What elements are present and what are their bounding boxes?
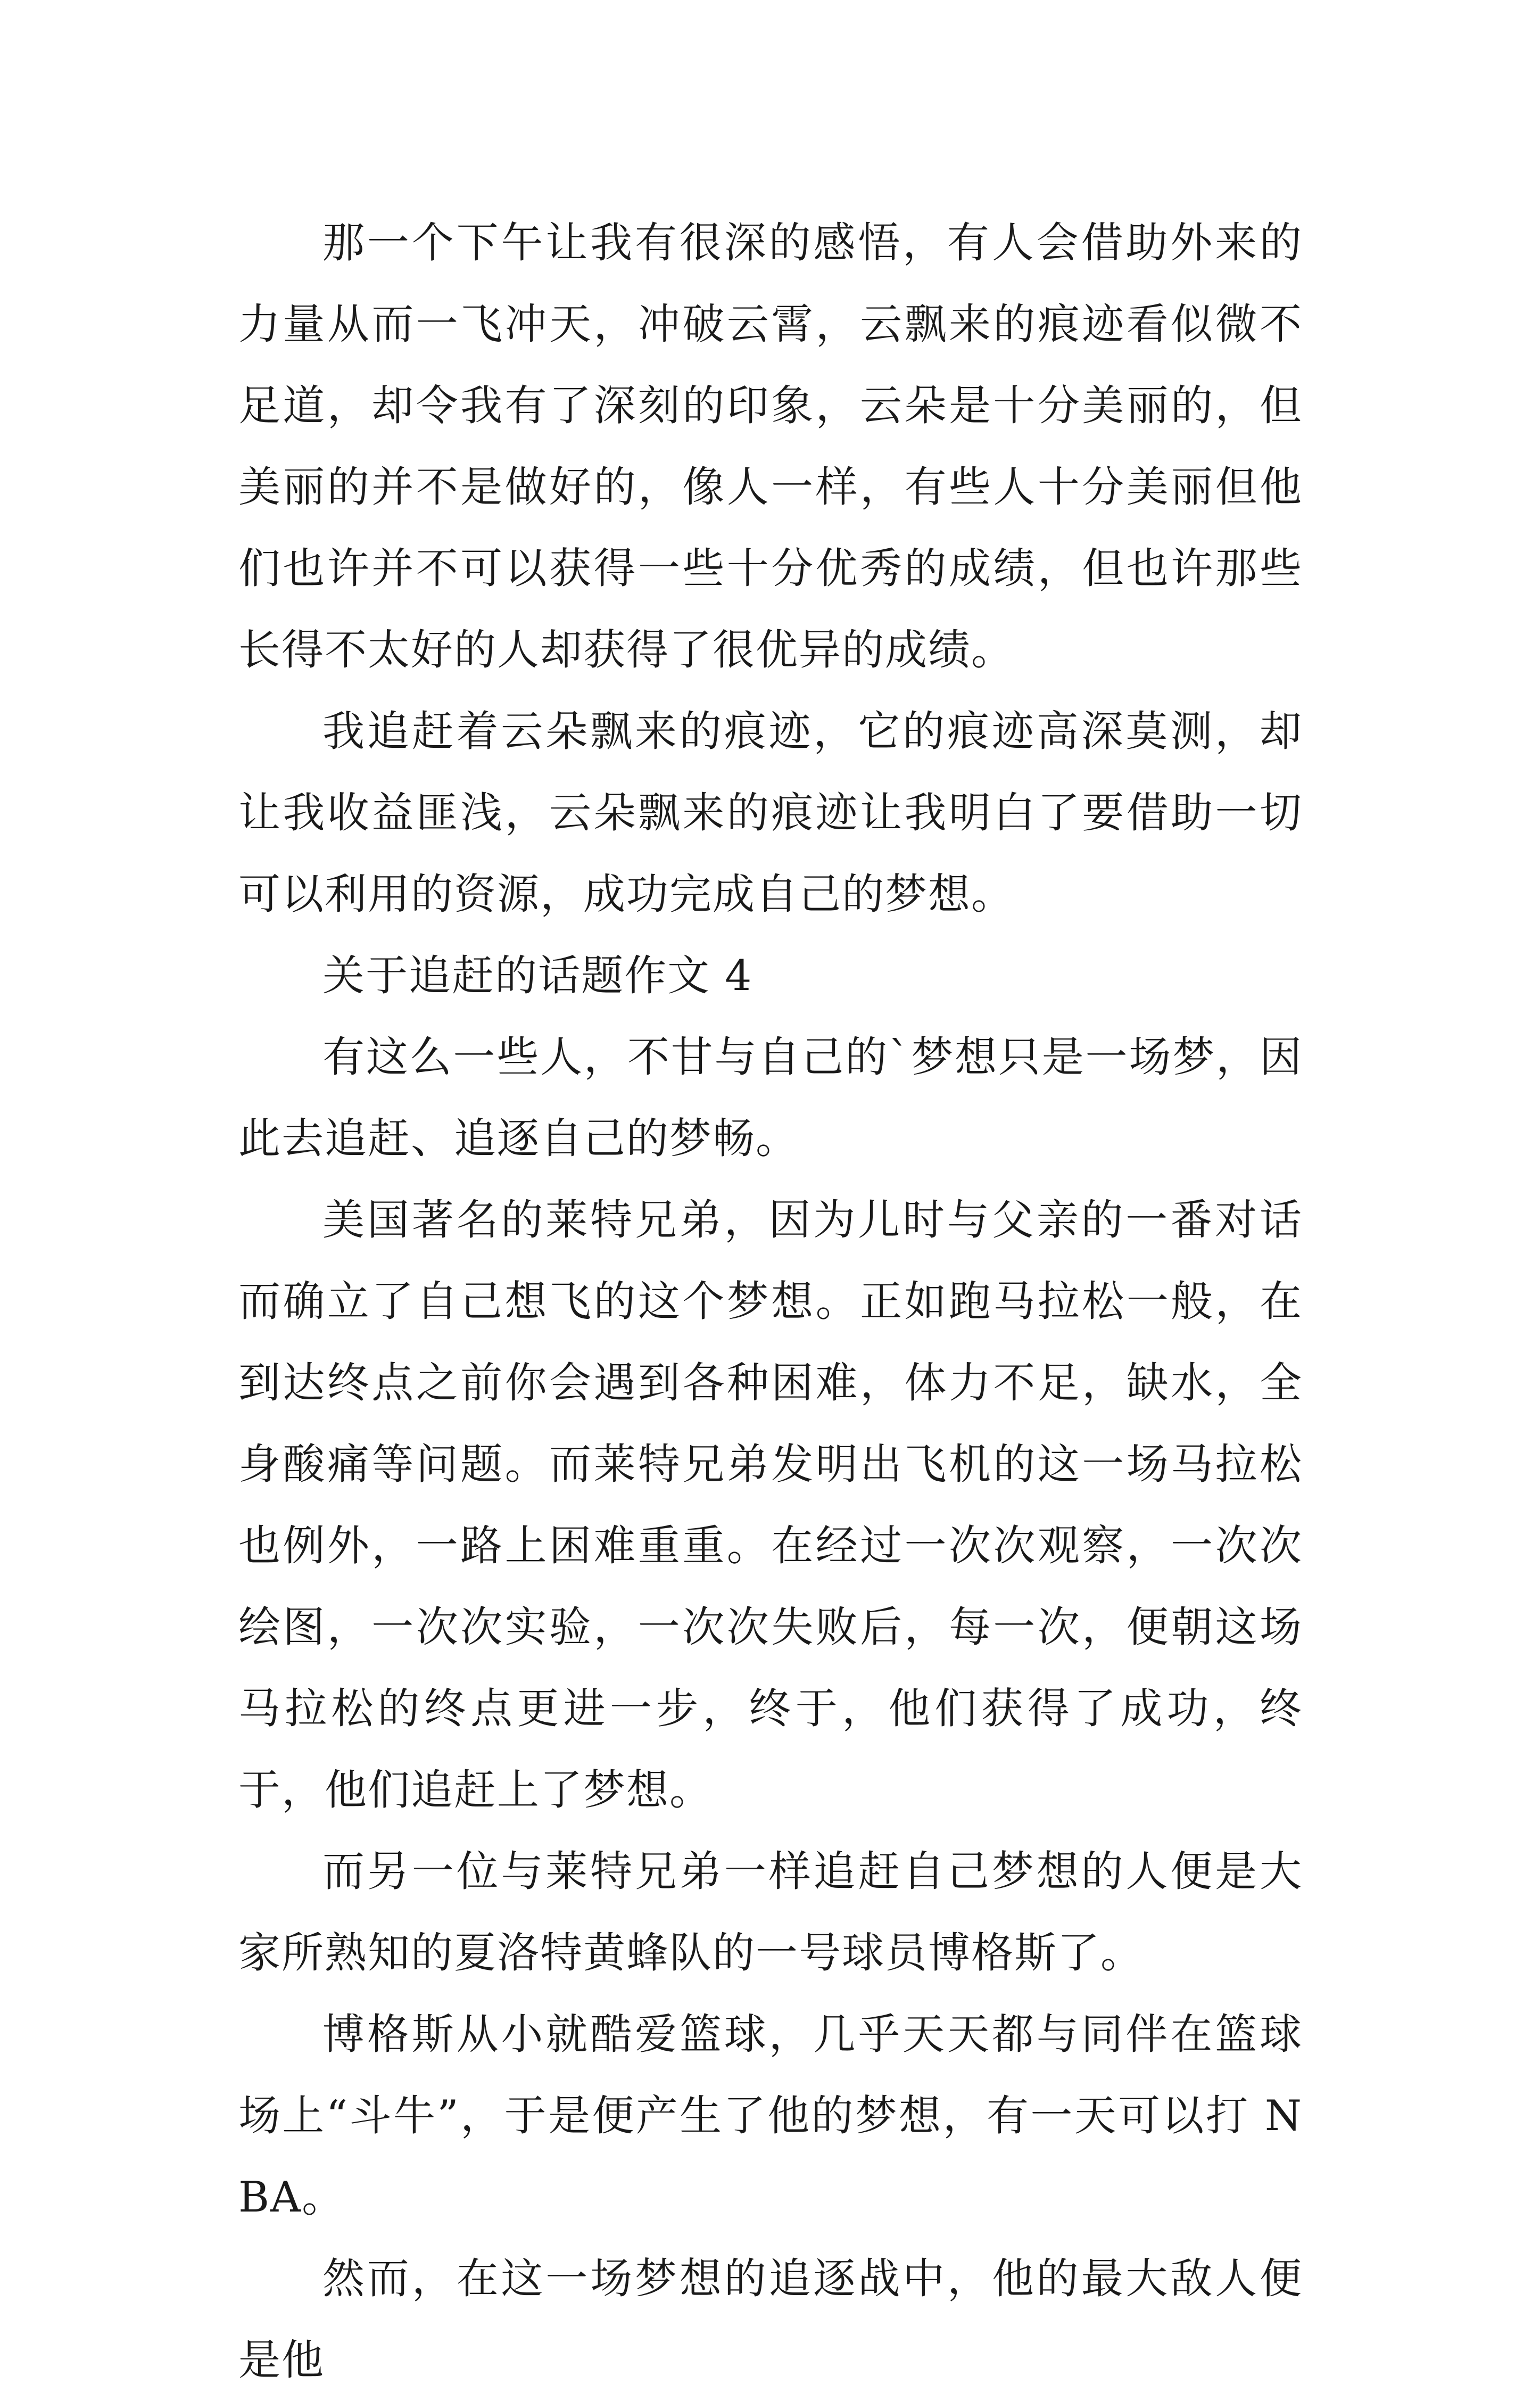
paragraph-2: 我追赶着云朵飘来的痕迹，它的痕迹高深莫测，却让我收益匪浅，云朵飘来的痕迹让我明白了要借助一切可以利用的资源，成功完成自己的梦想。 bbox=[238, 707, 1303, 919]
paragraph-1: 那一个下午让我有很深的感悟，有人会借助外来的力量从而一飞冲天，冲破云霄，云飘来的痕迹看似微不足道，却令我有了深刻的印象，云朵是十分美丽的，但美丽的并不是做好的，像人一样，有些人十分美丽但他们也许并不可以获得一些十分优秀的成绩，但也许那些长得不太好的人却获得了很优异的成绩。 bbox=[238, 218, 1303, 674]
paragraph-5: 而另一位与莱特兄弟一样追赶自己梦想的人便是大家所熟知的夏洛特黄蜂队的一号球员博格斯了。 bbox=[238, 1847, 1303, 1977]
paragraph-3: 有这么一些人，不甘与自己的`梦想只是一场梦，因此去追赶、追逐自己的梦畅。 bbox=[238, 1033, 1303, 1163]
document-body bbox=[238, 202, 1303, 2401]
paragraph-7: 然而，在这一场梦想的追逐战中，他的最大敌人便是他 bbox=[238, 2254, 1303, 2385]
paragraph-4: 美国著名的莱特兄弟，因为儿时与父亲的一番对话而确立了自己想飞的这个梦想。正如跑马拉松一般，在到达终点之前你会遇到各种困难，体力不足，缺水，全身酸痛等问题。而莱特兄弟发明出飞机的这一场马拉松也例外，一路上困难重重。在经过一次次观察，一次次绘图，一次次实验，一次次失败后，每一次，便朝这场马拉松的终点更进一步，终于，他们获得了成功，终于，他们追赶上了梦想。 bbox=[238, 1195, 1303, 1814]
paragraph-6: 博格斯从小就酷爱篮球，几乎天天都与同伴在篮球场上“斗牛”，于是便产生了他的梦想，有一天可以打 NBA。 bbox=[238, 2010, 1303, 2222]
section-heading: 关于追赶的话题作文 4 bbox=[322, 951, 753, 1000]
